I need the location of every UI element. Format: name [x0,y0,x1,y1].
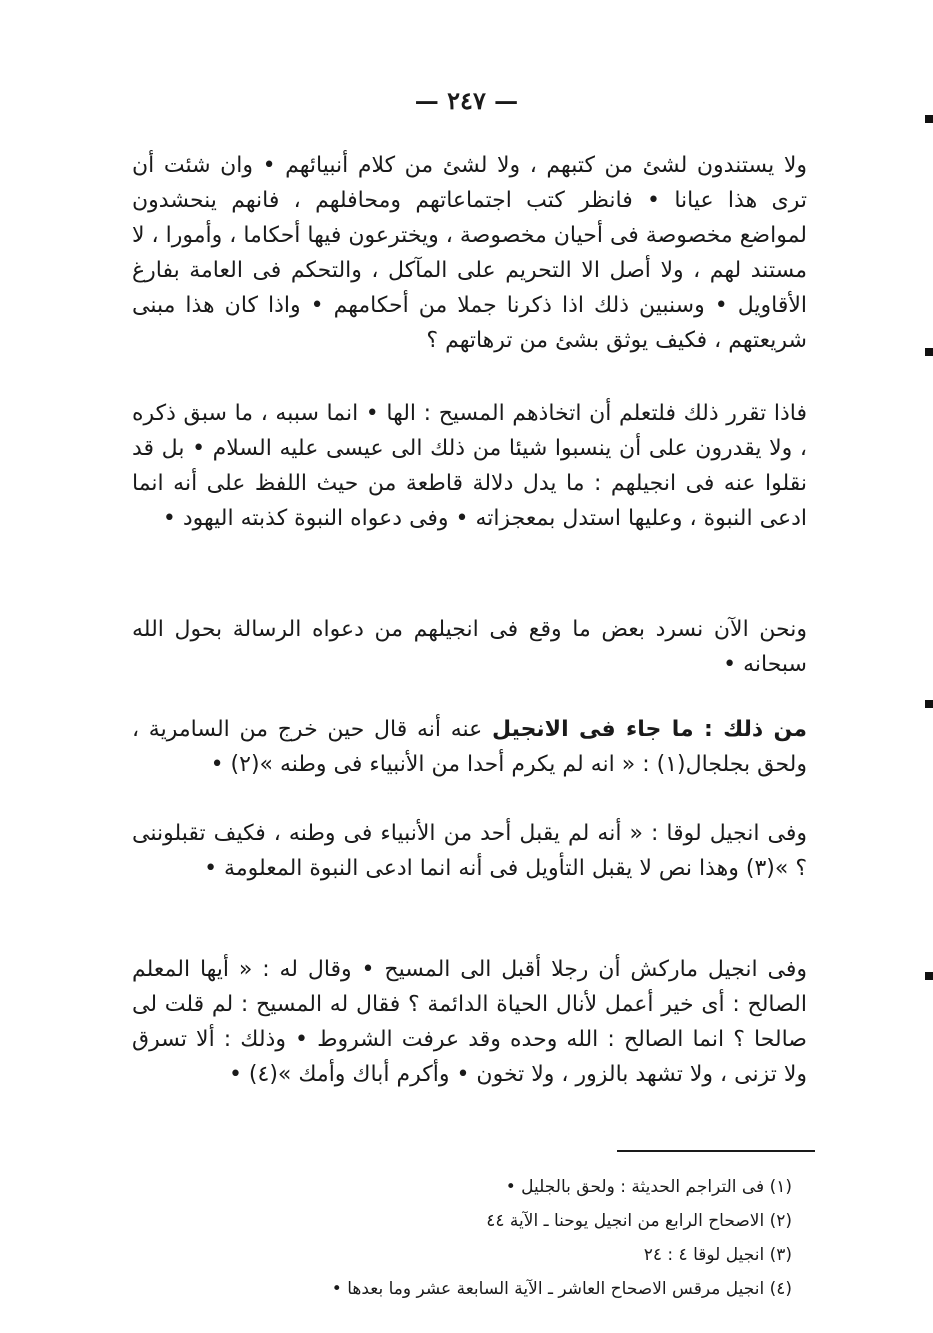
paragraph-4-text: عنه أنه قال حين خرج من السامرية ، ولحق بجلجال(١) : « انه لم يكرم أحدا من الأنبياء فى وطنه »(٢) • [132,717,807,777]
page-number: — ٢٤٧ — [414,86,519,115]
footnotes [140,1170,792,1306]
paragraph-6: وفى انجيل ماركش أن رجلا أقبل الى المسيح • وقال له : « أيها المعلم الصالح : أى خير أعمل لأنال الحياة الدائمة ؟ فقال له المسيح : لم قلت لى صالحا ؟ انما الصالح : الله وحده وقد عرفت الشروط • وذلك : ألا تسرق ولا تزنى ، ولا تشهد بالزور ، ولا تخون • وأكرم أباك وأمك »(٤) • [132,957,807,1087]
paragraph-3: ونحن الآن نسرد بعض ما وقع فى انجيلهم من دعواه الرسالة بحول الله سبحانه • [132,617,807,677]
scan-edge-mark [925,115,933,123]
footnote-item: (٣) انجيل لوقا ٤ : ٢٤ [643,1245,792,1265]
paragraph-2: فاذا تقرر ذلك فلتعلم أن اتخاذهم المسيح : الها • انما سببه ، ما سبق ذكره ، ولا يقدرون على أن ينسبوا شيئا من ذلك الى عيسى عليه السلام • بل قد نقلوا عنه فى انجيلهم : ما يدل دلالة قاطعة من حيث اللفظ على أنه انما ادعى النبوة ، وعليها استدل بمعجزاته • وفى دعواه النبوة كذبته اليهود • [132,401,807,531]
footnote-item: (٢) الاصحاح الرابع من انجيل يوحنا ـ الآية ٤٤ [486,1211,792,1231]
paragraph-4-lead: من ذلك : ما جاء فى الانجيل [491,717,807,742]
scan-edge-mark [925,972,933,980]
footnote-item: (١) فى التراجم الحديثة : ولحق بالجليل • [505,1177,792,1197]
footnote-item: (٤) انجيل مرقس الاصحاح العاشر ـ الآية السابعة عشر وما بعدها • [331,1279,792,1299]
paragraph-5: وفى انجيل لوقا : « أنه لم يقبل أحد من الأنبياء فى وطنه ، فكيف تقبلوننى ؟ »(٣) وهذا نص لا يقبل التأويل فى أنه انما ادعى النبوة المعلومة • [132,821,807,881]
paragraph-4 [132,712,807,782]
scan-edge-mark [925,348,933,356]
paragraph-1: ولا يستندون لشئ من كتبهم ، ولا لشئ من كلام أنبيائهم • وان شئت أن ترى هذا عيانا • فانظر كتب اجتماعاتهم ومحافلهم ، فانهم ينحشدون لمواضع مخصوصة فى أحيان مخصوصة ، ويخترعون فيها أحكاما ، وأمورا ، لا مستند لهم ، ولا أصل الا التحريم على المآكل ، والتحكم فى العامة بفارغ الأقاويل • وسنبين ذلك اذا ذكرنا جملا من أحكامهم • واذا كان هذا مبنى شريعتهم ، فكيف يوثق بشئ من ترهاتهم ؟ [132,153,807,353]
scan-edge-mark [925,700,933,708]
footnote-separator [617,1150,815,1152]
